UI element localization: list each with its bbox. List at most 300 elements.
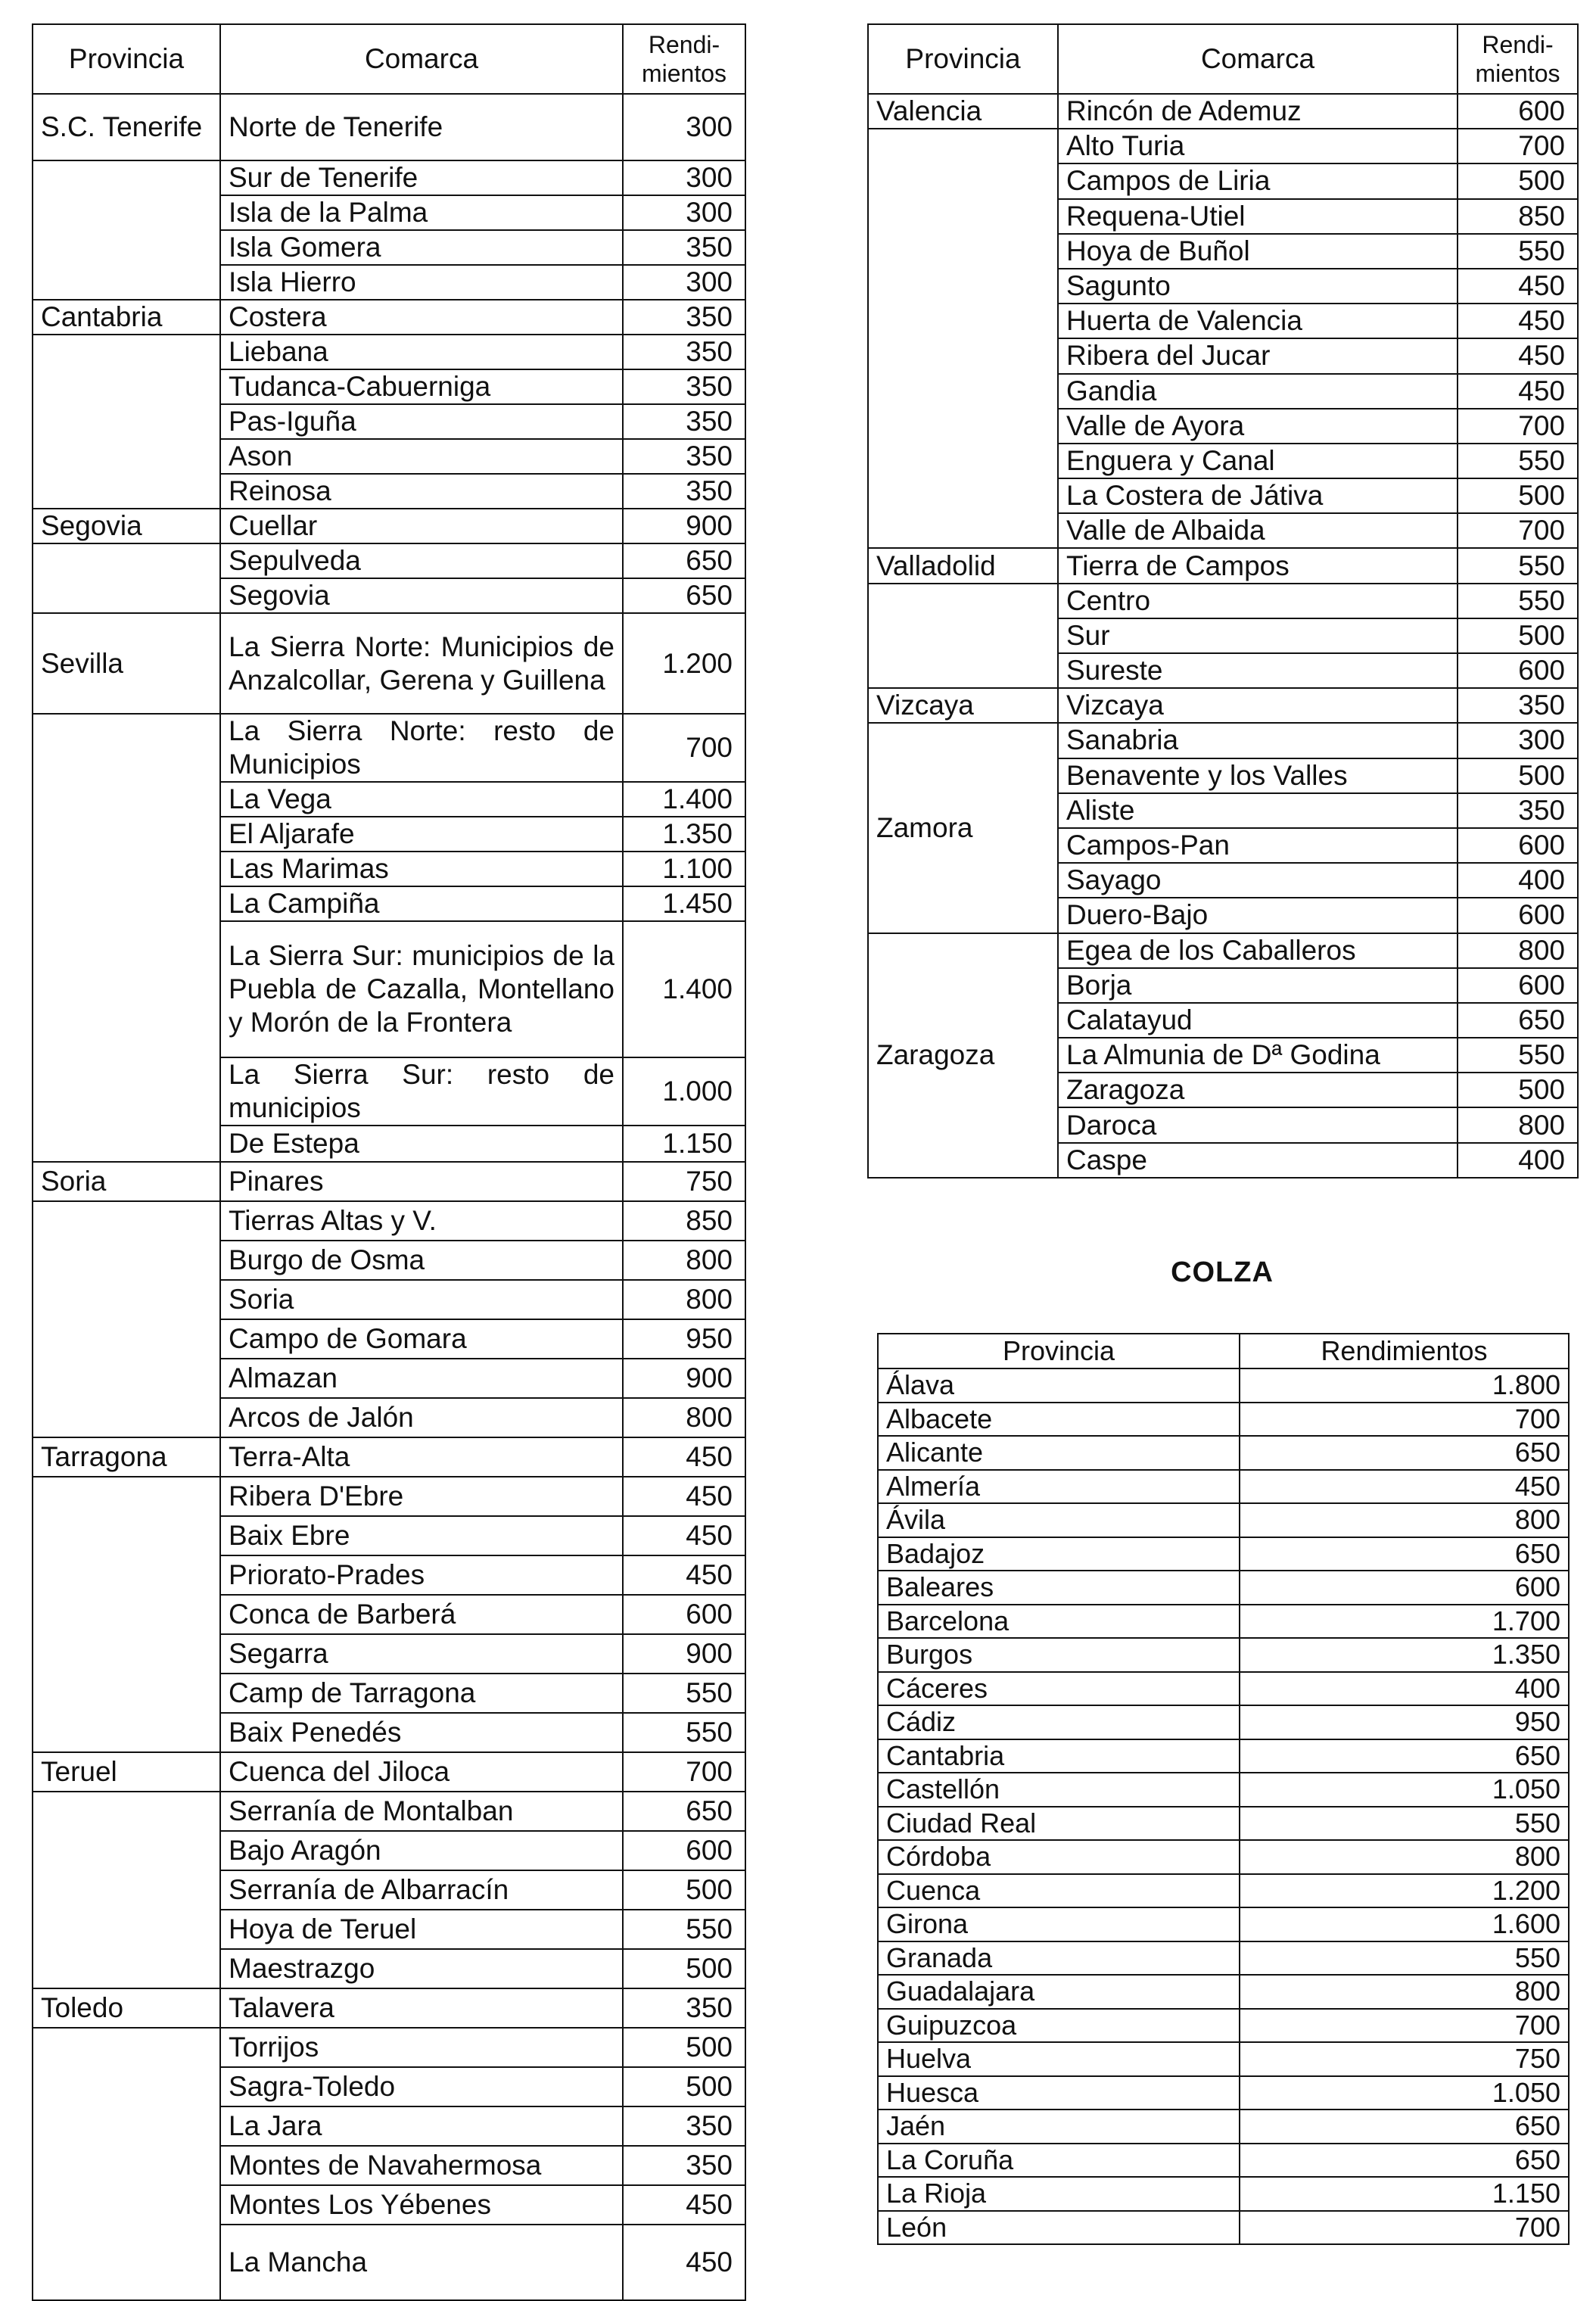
cell-comarca: Duero-Bajo bbox=[1058, 898, 1458, 933]
cell-rendimiento: 800 bbox=[1240, 1503, 1569, 1537]
cell-provincia: Zamora bbox=[868, 723, 1058, 933]
cell-comarca: Terra-Alta bbox=[220, 1437, 623, 1477]
cell-rendimiento: 450 bbox=[623, 1437, 745, 1477]
cell-comarca: Tudanca-Cabuerniga bbox=[220, 369, 623, 404]
cell-comarca: Calatayud bbox=[1058, 1003, 1458, 1038]
cell-comarca: Rincón de Ademuz bbox=[1058, 94, 1458, 129]
cell-rendimiento: 1.150 bbox=[1240, 2177, 1569, 2211]
header-provincia: Provincia bbox=[33, 24, 220, 94]
table-row bbox=[878, 1705, 1569, 1739]
cell-rendimiento: 600 bbox=[623, 1595, 745, 1634]
table-header bbox=[878, 1334, 1569, 1368]
cell-comarca: Segovia bbox=[220, 578, 623, 613]
table-row bbox=[878, 1503, 1569, 1537]
cell-comarca: Valle de Albaida bbox=[1058, 513, 1458, 548]
cell-comarca: Baix Ebre bbox=[220, 1516, 623, 1555]
cell-rendimiento: 650 bbox=[1240, 1436, 1569, 1470]
table-row bbox=[878, 1874, 1569, 1908]
table-row bbox=[33, 1988, 745, 2028]
cell-rendimiento: 550 bbox=[1240, 1807, 1569, 1841]
cell-comarca: Gandia bbox=[1058, 374, 1458, 409]
cell-provincia: Cáceres bbox=[878, 1672, 1240, 1706]
cell-rendimiento: 650 bbox=[1458, 1003, 1578, 1038]
cell-rendimiento: 1.350 bbox=[623, 817, 745, 852]
cell-comarca: Pinares bbox=[220, 1162, 623, 1201]
cell-rendimiento: 600 bbox=[1458, 968, 1578, 1003]
cell-rendimiento: 800 bbox=[1458, 933, 1578, 968]
cell-comarca: Benavente y los Valles bbox=[1058, 758, 1458, 793]
table-row bbox=[33, 160, 745, 195]
cell-comarca: La Jara bbox=[220, 2106, 623, 2146]
cell-rendimiento: 350 bbox=[623, 335, 745, 369]
cell-rendimiento: 1.600 bbox=[1240, 1907, 1569, 1941]
header-provincia: Provincia bbox=[868, 24, 1058, 94]
cell-comarca: Sagunto bbox=[1058, 269, 1458, 304]
cell-comarca: Torrijos bbox=[220, 2028, 623, 2067]
table-row bbox=[868, 688, 1578, 723]
cell-rendimiento: 550 bbox=[1458, 234, 1578, 269]
table-row bbox=[33, 613, 745, 714]
cell-provincia: Jaén bbox=[878, 2110, 1240, 2144]
cell-rendimiento: 550 bbox=[623, 1910, 745, 1949]
cell-rendimiento: 350 bbox=[623, 369, 745, 404]
cell-rendimiento: 600 bbox=[1458, 94, 1578, 129]
table-row bbox=[878, 2076, 1569, 2110]
cell-provincia: Álava bbox=[878, 1368, 1240, 1403]
cell-rendimiento: 500 bbox=[623, 1870, 745, 1910]
cell-provincia: Huesca bbox=[878, 2076, 1240, 2110]
cell-provincia: Soria bbox=[33, 1162, 220, 1201]
cell-rendimiento: 1.400 bbox=[623, 921, 745, 1057]
cell-rendimiento: 450 bbox=[1458, 304, 1578, 338]
table-row bbox=[33, 94, 745, 160]
cell-provincia-empty bbox=[868, 129, 1058, 548]
table-row bbox=[878, 1907, 1569, 1941]
cell-rendimiento: 700 bbox=[1240, 2009, 1569, 2043]
cell-rendimiento: 700 bbox=[623, 714, 745, 782]
table-row bbox=[878, 1941, 1569, 1976]
cell-rendimiento: 300 bbox=[1458, 723, 1578, 758]
cell-rendimiento: 450 bbox=[623, 2225, 745, 2300]
cell-comarca: De Estepa bbox=[220, 1126, 623, 1162]
cell-rendimiento: 450 bbox=[623, 1555, 745, 1595]
cell-rendimiento: 300 bbox=[623, 94, 745, 160]
cell-rendimiento: 500 bbox=[1458, 163, 1578, 198]
cell-comarca: Las Marimas bbox=[220, 852, 623, 886]
cell-comarca: La Almunia de Dª Godina bbox=[1058, 1038, 1458, 1073]
cell-provincia: Teruel bbox=[33, 1752, 220, 1792]
cell-comarca: Segarra bbox=[220, 1634, 623, 1674]
header-provincia: Provincia bbox=[878, 1334, 1240, 1368]
cell-provincia: Girona bbox=[878, 1907, 1240, 1941]
cell-rendimiento: 450 bbox=[1458, 338, 1578, 373]
cell-rendimiento: 700 bbox=[1240, 2211, 1569, 2245]
cell-provincia: Baleares bbox=[878, 1571, 1240, 1605]
cell-rendimiento: 800 bbox=[1240, 1840, 1569, 1874]
table-row bbox=[33, 714, 745, 782]
cell-rendimiento: 650 bbox=[623, 578, 745, 613]
cell-comarca: Tierras Altas y V. bbox=[220, 1201, 623, 1241]
cell-comarca: Campo de Gomara bbox=[220, 1319, 623, 1359]
cell-comarca: La Sierra Norte: resto de Municipios bbox=[220, 714, 623, 782]
cell-rendimiento: 450 bbox=[623, 2185, 745, 2225]
cell-rendimiento: 350 bbox=[1458, 793, 1578, 828]
cell-rendimiento: 500 bbox=[1458, 478, 1578, 513]
cell-rendimiento: 650 bbox=[1240, 2110, 1569, 2144]
table-row bbox=[868, 933, 1578, 968]
cell-provincia: Almería bbox=[878, 1470, 1240, 1504]
cell-rendimiento: 700 bbox=[1458, 129, 1578, 163]
cell-comarca: Vizcaya bbox=[1058, 688, 1458, 723]
header-rendimientos bbox=[623, 24, 745, 94]
cell-rendimiento: 800 bbox=[1240, 1975, 1569, 2009]
cell-provincia: Guadalajara bbox=[878, 1975, 1240, 2009]
cell-rendimiento: 700 bbox=[1240, 1403, 1569, 1437]
cell-comarca: Serranía de Montalban bbox=[220, 1792, 623, 1831]
cell-rendimiento: 550 bbox=[623, 1713, 745, 1752]
cell-provincia-empty bbox=[33, 1792, 220, 1988]
cell-comarca: Huerta de Valencia bbox=[1058, 304, 1458, 338]
cell-rendimiento: 1.050 bbox=[1240, 2076, 1569, 2110]
cell-comarca: La Costera de Játiva bbox=[1058, 478, 1458, 513]
cell-rendimiento: 1.150 bbox=[623, 1126, 745, 1162]
cell-rendimiento: 800 bbox=[1458, 1107, 1578, 1142]
cell-comarca: Sur bbox=[1058, 618, 1458, 653]
cell-comarca: Montes Los Yébenes bbox=[220, 2185, 623, 2225]
cell-comarca: Burgo de Osma bbox=[220, 1241, 623, 1280]
cell-comarca: Camp de Tarragona bbox=[220, 1674, 623, 1713]
cell-provincia-empty bbox=[868, 584, 1058, 689]
cell-provincia: Guipuzcoa bbox=[878, 2009, 1240, 2043]
cell-provincia: Castellón bbox=[878, 1773, 1240, 1807]
cell-comarca: La Sierra Sur: resto de municipios bbox=[220, 1057, 623, 1126]
cell-rendimiento: 650 bbox=[1240, 1739, 1569, 1773]
cell-rendimiento: 550 bbox=[1458, 1038, 1578, 1073]
cell-provincia: Burgos bbox=[878, 1638, 1240, 1672]
cell-rendimiento: 1.200 bbox=[623, 613, 745, 714]
table-row bbox=[878, 1975, 1569, 2009]
cell-comarca: Borja bbox=[1058, 968, 1458, 1003]
cell-comarca: Soria bbox=[220, 1280, 623, 1319]
cell-comarca: Sayago bbox=[1058, 863, 1458, 898]
table-row bbox=[878, 2144, 1569, 2178]
cell-comarca: Talavera bbox=[220, 1988, 623, 2028]
cell-comarca: Hoya de Buñol bbox=[1058, 234, 1458, 269]
table-row bbox=[33, 1437, 745, 1477]
cell-comarca: El Aljarafe bbox=[220, 817, 623, 852]
cell-rendimiento: 350 bbox=[623, 2146, 745, 2185]
cell-comarca: Ason bbox=[220, 439, 623, 474]
cell-comarca: Ribera D'Ebre bbox=[220, 1477, 623, 1516]
cell-rendimiento: 700 bbox=[623, 1752, 745, 1792]
cell-provincia: Vizcaya bbox=[868, 688, 1058, 723]
cell-comarca: Isla Gomera bbox=[220, 230, 623, 265]
cell-rendimiento: 350 bbox=[623, 439, 745, 474]
cell-comarca: Arcos de Jalón bbox=[220, 1398, 623, 1437]
cell-rendimiento: 1.050 bbox=[1240, 1773, 1569, 1807]
cell-rendimiento: 800 bbox=[623, 1241, 745, 1280]
cell-provincia: Huelva bbox=[878, 2042, 1240, 2076]
table-row bbox=[878, 1638, 1569, 1672]
cell-comarca: Isla de la Palma bbox=[220, 195, 623, 230]
cell-comarca: Isla Hierro bbox=[220, 265, 623, 300]
cell-comarca: La Vega bbox=[220, 782, 623, 817]
cell-rendimiento: 1.400 bbox=[623, 782, 745, 817]
cell-comarca: Enguera y Canal bbox=[1058, 444, 1458, 478]
cell-comarca: Caspe bbox=[1058, 1143, 1458, 1178]
cell-rendimiento: 1.800 bbox=[1240, 1368, 1569, 1403]
cell-rendimiento: 1.450 bbox=[623, 886, 745, 921]
table-row bbox=[878, 2177, 1569, 2211]
cell-rendimiento: 350 bbox=[623, 300, 745, 335]
table-row bbox=[878, 1470, 1569, 1504]
table-row bbox=[878, 1605, 1569, 1639]
cell-provincia: S.C. Tenerife bbox=[33, 94, 220, 160]
colza-section-title: COLZA bbox=[1171, 1256, 1274, 1288]
cell-rendimiento: 1.100 bbox=[623, 852, 745, 886]
table-row bbox=[878, 1773, 1569, 1807]
cell-provincia: Albacete bbox=[878, 1403, 1240, 1437]
cell-provincia: Barcelona bbox=[878, 1605, 1240, 1639]
table-header bbox=[868, 24, 1578, 94]
cell-provincia: Badajoz bbox=[878, 1537, 1240, 1571]
table-body bbox=[878, 1368, 1569, 2244]
header-rendimientos-line2: mientos bbox=[1475, 60, 1560, 87]
cell-rendimiento: 600 bbox=[1458, 828, 1578, 863]
cell-rendimiento: 350 bbox=[623, 1988, 745, 2028]
cell-provincia: Ciudad Real bbox=[878, 1807, 1240, 1841]
cell-comarca: Sur de Tenerife bbox=[220, 160, 623, 195]
cell-rendimiento: 550 bbox=[1240, 1941, 1569, 1976]
table-row bbox=[878, 2042, 1569, 2076]
table-row bbox=[33, 543, 745, 578]
table-row bbox=[878, 1368, 1569, 1403]
table-row bbox=[878, 1739, 1569, 1773]
cell-rendimiento: 1.700 bbox=[1240, 1605, 1569, 1639]
cell-comarca: Campos-Pan bbox=[1058, 828, 1458, 863]
cell-comarca: Baix Penedés bbox=[220, 1713, 623, 1752]
cell-provincia: La Coruña bbox=[878, 2144, 1240, 2178]
cell-rendimiento: 550 bbox=[623, 1674, 745, 1713]
cell-rendimiento: 650 bbox=[1240, 2144, 1569, 2178]
cell-rendimiento: 350 bbox=[1458, 688, 1578, 723]
cell-rendimiento: 300 bbox=[623, 265, 745, 300]
header-rendimientos-line1: Rendi- bbox=[648, 31, 720, 58]
table-row bbox=[878, 1403, 1569, 1437]
table-row bbox=[33, 335, 745, 369]
table-row bbox=[878, 1537, 1569, 1571]
cell-provincia: Cádiz bbox=[878, 1705, 1240, 1739]
cell-comarca: Serranía de Albarracín bbox=[220, 1870, 623, 1910]
colza-table bbox=[877, 1333, 1570, 2245]
header-row bbox=[868, 24, 1578, 94]
cell-rendimiento: 350 bbox=[623, 2106, 745, 2146]
cell-rendimiento: 500 bbox=[623, 2067, 745, 2106]
cell-rendimiento: 900 bbox=[623, 509, 745, 543]
table-row bbox=[33, 1201, 745, 1241]
cell-provincia-empty bbox=[33, 714, 220, 1162]
cell-rendimiento: 350 bbox=[623, 474, 745, 509]
cell-provincia: Cantabria bbox=[878, 1739, 1240, 1773]
cell-comarca: Ribera del Jucar bbox=[1058, 338, 1458, 373]
header-rendimientos: Rendimientos bbox=[1240, 1334, 1569, 1368]
cell-provincia: Ávila bbox=[878, 1503, 1240, 1537]
cell-comarca: Priorato-Prades bbox=[220, 1555, 623, 1595]
cell-provincia: Sevilla bbox=[33, 613, 220, 714]
cell-comarca: Liebana bbox=[220, 335, 623, 369]
cell-comarca: La Mancha bbox=[220, 2225, 623, 2300]
cell-provincia: Segovia bbox=[33, 509, 220, 543]
cell-comarca: Daroca bbox=[1058, 1107, 1458, 1142]
cell-rendimiento: 750 bbox=[623, 1162, 745, 1201]
cell-provincia: Alicante bbox=[878, 1436, 1240, 1470]
cell-rendimiento: 600 bbox=[1240, 1571, 1569, 1605]
table-row bbox=[33, 1752, 745, 1792]
table-row bbox=[878, 2110, 1569, 2144]
cell-provincia-empty bbox=[33, 335, 220, 509]
cell-provincia: Cuenca bbox=[878, 1874, 1240, 1908]
cell-comarca: Campos de Liria bbox=[1058, 163, 1458, 198]
cell-rendimiento: 500 bbox=[1458, 758, 1578, 793]
table-row bbox=[33, 509, 745, 543]
table-row bbox=[878, 1436, 1569, 1470]
header-row bbox=[33, 24, 745, 94]
table-row bbox=[868, 94, 1578, 129]
rendimientos-table-left bbox=[32, 23, 746, 2301]
table-row bbox=[878, 2211, 1569, 2245]
cell-provincia-empty bbox=[33, 160, 220, 300]
cell-comarca: Centro bbox=[1058, 584, 1458, 618]
cell-rendimiento: 650 bbox=[623, 1792, 745, 1831]
cell-provincia: Tarragona bbox=[33, 1437, 220, 1477]
cell-rendimiento: 400 bbox=[1240, 1672, 1569, 1706]
table-row bbox=[33, 300, 745, 335]
header-comarca: Comarca bbox=[220, 24, 623, 94]
cell-rendimiento: 600 bbox=[1458, 898, 1578, 933]
cell-comarca: Norte de Tenerife bbox=[220, 94, 623, 160]
cell-provincia: Granada bbox=[878, 1941, 1240, 1976]
rendimientos-table-right bbox=[867, 23, 1579, 1179]
cell-rendimiento: 750 bbox=[1240, 2042, 1569, 2076]
cell-comarca: Tierra de Campos bbox=[1058, 548, 1458, 583]
table-row bbox=[33, 1162, 745, 1201]
cell-comarca: Cuellar bbox=[220, 509, 623, 543]
header-comarca: Comarca bbox=[1058, 24, 1458, 94]
cell-comarca: Hoya de Teruel bbox=[220, 1910, 623, 1949]
cell-rendimiento: 650 bbox=[623, 543, 745, 578]
cell-rendimiento: 450 bbox=[1240, 1470, 1569, 1504]
table-row bbox=[878, 1672, 1569, 1706]
cell-rendimiento: 550 bbox=[1458, 548, 1578, 583]
cell-rendimiento: 1.000 bbox=[623, 1057, 745, 1126]
cell-rendimiento: 850 bbox=[1458, 199, 1578, 234]
header-rendimientos-line2: mientos bbox=[641, 60, 727, 87]
cell-rendimiento: 550 bbox=[1458, 444, 1578, 478]
cell-rendimiento: 700 bbox=[1458, 409, 1578, 444]
cell-provincia: León bbox=[878, 2211, 1240, 2245]
cell-comarca: Reinosa bbox=[220, 474, 623, 509]
cell-provincia: Toledo bbox=[33, 1988, 220, 2028]
table-header bbox=[33, 24, 745, 94]
cell-rendimiento: 350 bbox=[623, 230, 745, 265]
cell-rendimiento: 450 bbox=[623, 1516, 745, 1555]
cell-comarca: Pas-Iguña bbox=[220, 404, 623, 439]
cell-comarca: Bajo Aragón bbox=[220, 1831, 623, 1870]
cell-rendimiento: 1.200 bbox=[1240, 1874, 1569, 1908]
cell-provincia-empty bbox=[33, 1201, 220, 1437]
cell-rendimiento: 500 bbox=[1458, 1073, 1578, 1107]
table-row bbox=[878, 1571, 1569, 1605]
cell-comarca: Requena-Utiel bbox=[1058, 199, 1458, 234]
table-row bbox=[33, 2028, 745, 2067]
cell-rendimiento: 900 bbox=[623, 1359, 745, 1398]
table-row bbox=[33, 1477, 745, 1516]
cell-comarca: La Sierra Norte: Municipios de Anzalcollar, Gerena y Guillena bbox=[220, 613, 623, 714]
cell-comarca: Sepulveda bbox=[220, 543, 623, 578]
cell-comarca: Aliste bbox=[1058, 793, 1458, 828]
cell-rendimiento: 800 bbox=[623, 1398, 745, 1437]
cell-comarca: La Sierra Sur: municipios de la Puebla de Cazalla, Montellano y Morón de la Frontera bbox=[220, 921, 623, 1057]
table-row bbox=[868, 723, 1578, 758]
cell-provincia: Valladolid bbox=[868, 548, 1058, 583]
cell-comarca: Valle de Ayora bbox=[1058, 409, 1458, 444]
cell-rendimiento: 950 bbox=[623, 1319, 745, 1359]
cell-provincia: Córdoba bbox=[878, 1840, 1240, 1874]
table-row bbox=[878, 1840, 1569, 1874]
cell-provincia: Cantabria bbox=[33, 300, 220, 335]
header-row bbox=[878, 1334, 1569, 1368]
cell-rendimiento: 500 bbox=[623, 2028, 745, 2067]
cell-rendimiento: 400 bbox=[1458, 863, 1578, 898]
table-row bbox=[878, 1807, 1569, 1841]
cell-comarca: Almazan bbox=[220, 1359, 623, 1398]
cell-rendimiento: 400 bbox=[1458, 1143, 1578, 1178]
table-row bbox=[33, 1792, 745, 1831]
cell-comarca: Sagra-Toledo bbox=[220, 2067, 623, 2106]
header-rendimientos bbox=[1458, 24, 1578, 94]
cell-rendimiento: 650 bbox=[1240, 1537, 1569, 1571]
cell-rendimiento: 450 bbox=[1458, 269, 1578, 304]
cell-rendimiento: 1.350 bbox=[1240, 1638, 1569, 1672]
cell-comarca: Cuenca del Jiloca bbox=[220, 1752, 623, 1792]
table-row bbox=[868, 584, 1578, 618]
cell-comarca: Conca de Barberá bbox=[220, 1595, 623, 1634]
table-body bbox=[868, 94, 1578, 1178]
cell-comarca: Montes de Navahermosa bbox=[220, 2146, 623, 2185]
cell-provincia-empty bbox=[33, 543, 220, 613]
cell-comarca: Costera bbox=[220, 300, 623, 335]
cell-rendimiento: 450 bbox=[1458, 374, 1578, 409]
cell-rendimiento: 600 bbox=[1458, 653, 1578, 688]
header-rendimientos-line1: Rendi- bbox=[1482, 31, 1554, 58]
cell-rendimiento: 500 bbox=[623, 1949, 745, 1988]
cell-provincia: Valencia bbox=[868, 94, 1058, 129]
cell-rendimiento: 500 bbox=[1458, 618, 1578, 653]
cell-comarca: Sureste bbox=[1058, 653, 1458, 688]
cell-provincia: Zaragoza bbox=[868, 933, 1058, 1178]
cell-provincia: La Rioja bbox=[878, 2177, 1240, 2211]
cell-comarca: Zaragoza bbox=[1058, 1073, 1458, 1107]
cell-rendimiento: 800 bbox=[623, 1280, 745, 1319]
table-body bbox=[33, 94, 745, 2300]
cell-provincia-empty bbox=[33, 2028, 220, 2300]
cell-rendimiento: 900 bbox=[623, 1634, 745, 1674]
cell-comarca: Alto Turia bbox=[1058, 129, 1458, 163]
cell-rendimiento: 550 bbox=[1458, 584, 1578, 618]
cell-rendimiento: 300 bbox=[623, 195, 745, 230]
cell-rendimiento: 700 bbox=[1458, 513, 1578, 548]
cell-comarca: Maestrazgo bbox=[220, 1949, 623, 1988]
